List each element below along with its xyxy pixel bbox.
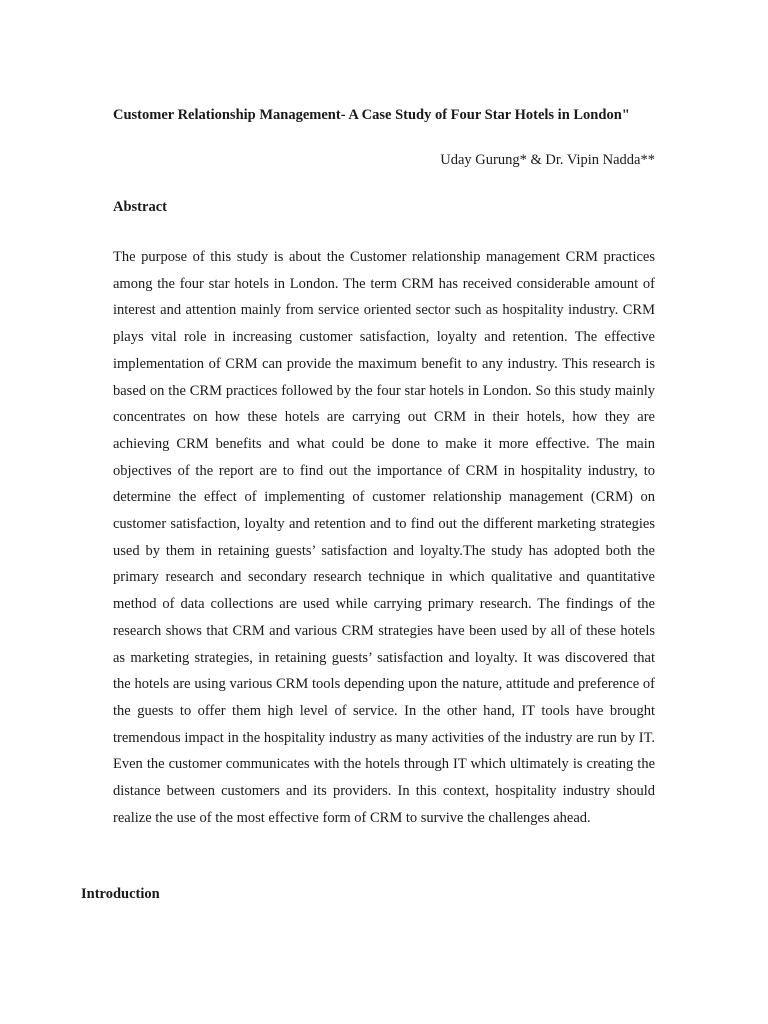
abstract-paragraph: The purpose of this study is about the Customer relationship management CRM practices among the four star hotels in London. The term CRM has received considerable amount of interest and attention mainly from service oriented sector such as hospitality industry. CRM plays vital role in increasing customer satisfaction, loyalty and retention. The effective implementation of CRM can provide the maximum benefit to any industry. This research is based on the CRM practices followed by the four star hotels in London. So this study mainly concentrates on how these hotels are carrying out CRM in their hotels, how they are achieving CRM benefits and what could be done to make it more effective. The main objectives of the report are to find out the importance of CRM in hospitality industry, to determine the effect of implementing of customer relationship management (CRM) on customer satisfaction, loyalty and retention and to find out the different marketing strategies used by them in retaining guests’ satisfaction and loyalty.The study has adopted both the primary research and secondary research technique in which qualitative and quantitative method of data collections are used while carrying primary research. The findings of the research shows that CRM and various CRM strategies have been used by all of these hotels as marketing strategies, in retaining guests’ satisfaction and loyalty. It was discovered that the hotels are using various CRM tools depending upon the nature, attitude and preference of the guests to offer them high level of service. In the other hand, IT tools have brought tremendous impact in the hospitality industry as many activities of the industry are run by IT. Even the customer communicates with the hotels through IT which ultimately is creating the distance between customers and its providers. In this context, hospitality industry should realize the use of the most effective form of CRM to survive the challenges ahead. (113, 249, 655, 826)
paper-authors: Uday Gurung* & Dr. Vipin Nadda** (440, 152, 655, 168)
abstract-heading: Abstract (113, 199, 167, 215)
introduction-heading: Introduction (81, 886, 160, 902)
paper-title: Customer Relationship Management- A Case Study of Four Star Hotels in London" (113, 107, 630, 123)
